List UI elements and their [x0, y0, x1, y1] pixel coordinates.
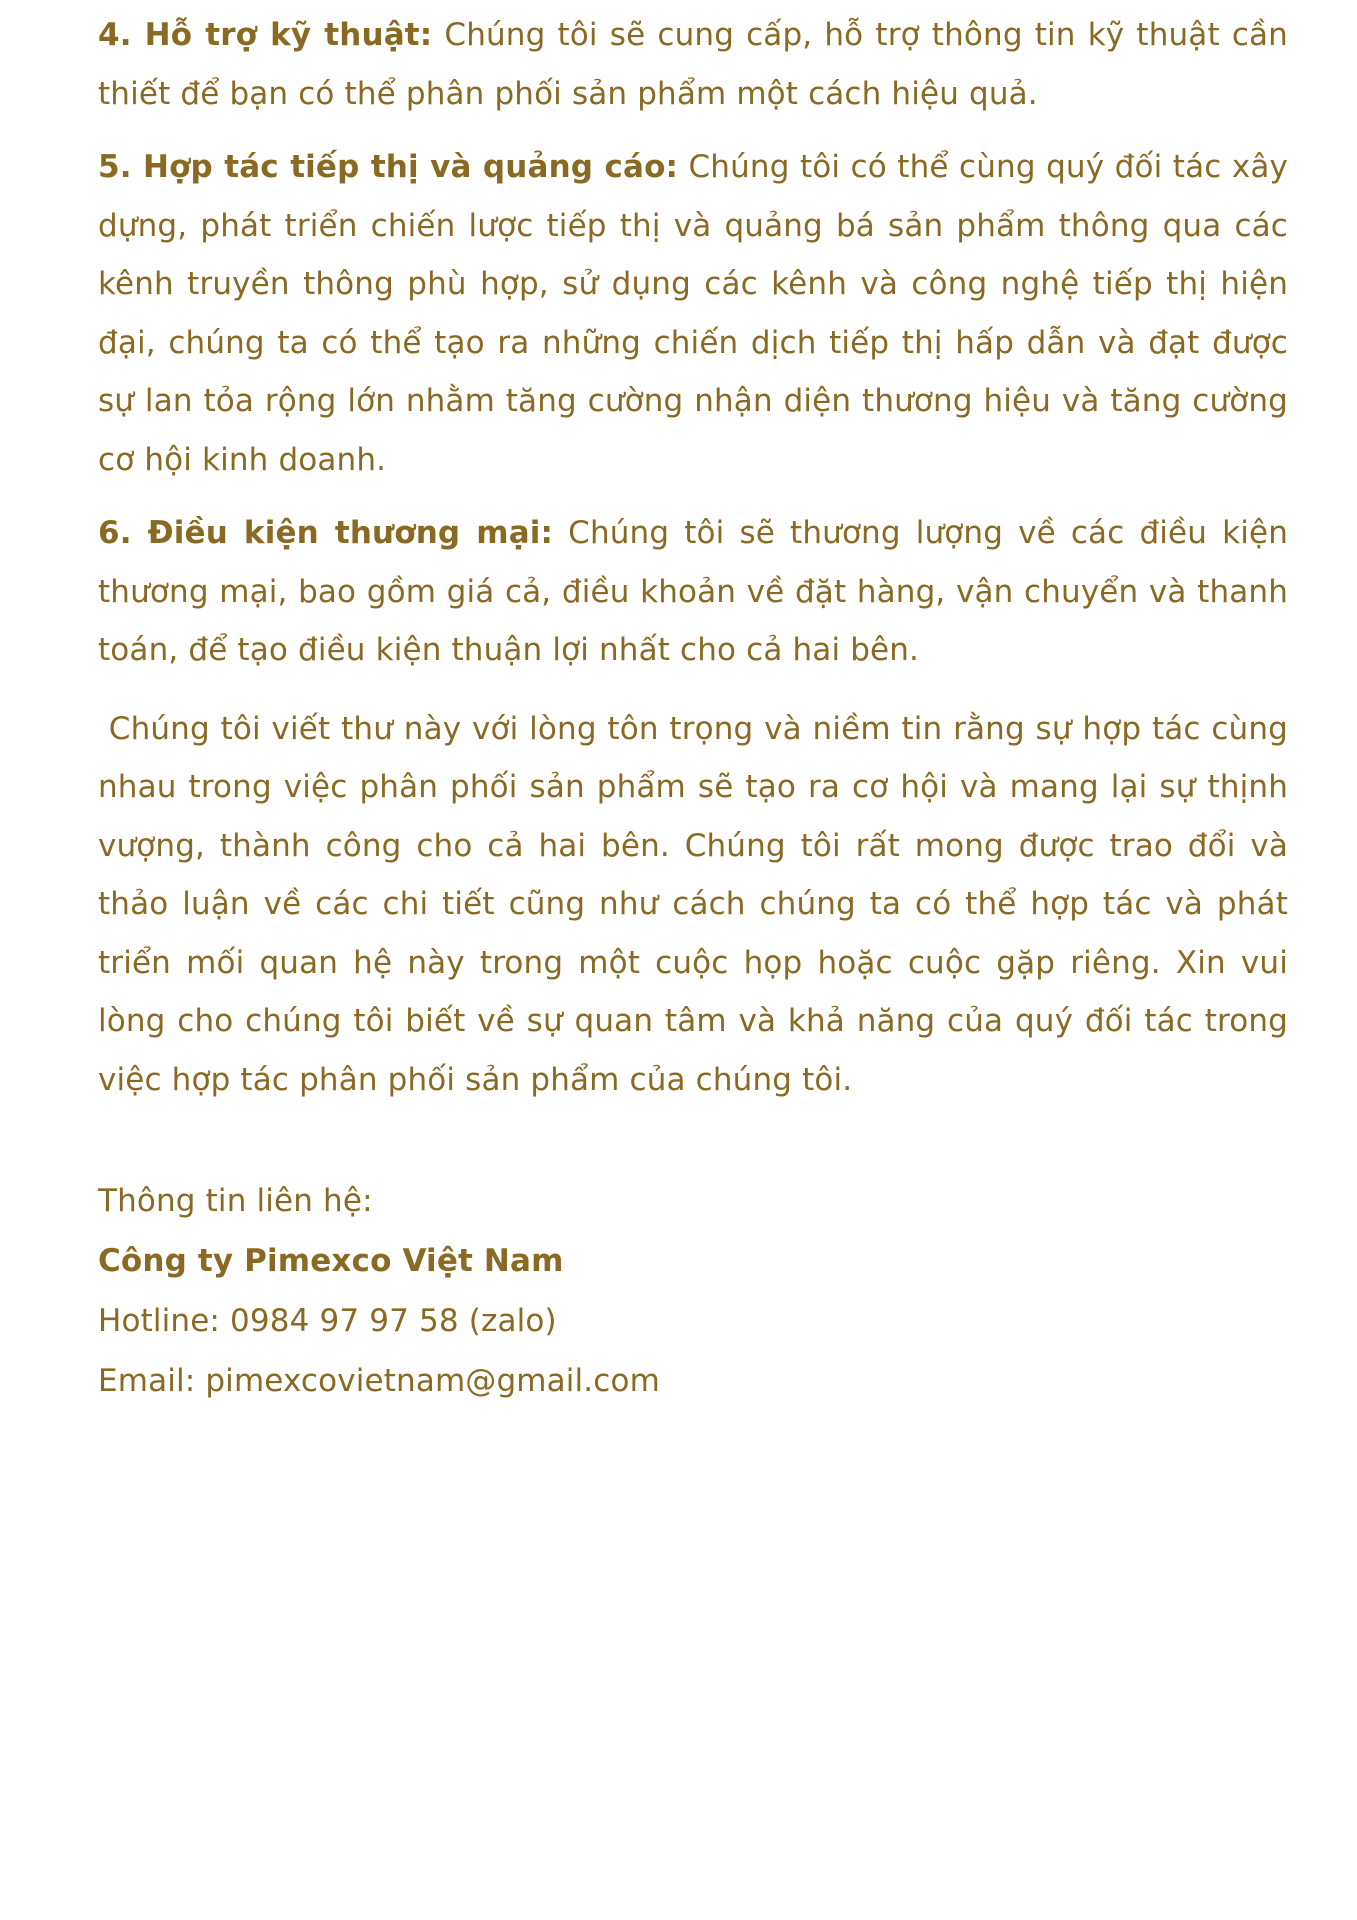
item-text: Chúng tôi sẽ cung cấp, hỗ trợ thông tin kỹ thuật cần thiết để bạn có thể phân phối sản phẩm một cách hiệu quả. — [98, 17, 1288, 112]
item-text: Chúng tôi sẽ thương lượng về các điều kiện thương mại, bao gồm giá cả, điều khoản về đặt hàng, vận chuyển và thanh toán, để tạo điều kiện thuận lợi nhất cho cả hai bên. — [98, 515, 1289, 668]
item-commercial-terms — [98, 504, 1288, 680]
item-marketing-cooperation — [98, 138, 1288, 489]
letter-body — [98, 6, 1299, 1411]
item-heading: 6. Điều kiện thương mại: — [98, 515, 554, 551]
company-name: Công ty Pimexco Việt Nam — [98, 1243, 564, 1279]
contact-block — [98, 1171, 1288, 1411]
email: Email: pimexcovietnam@gmail.com — [98, 1363, 660, 1399]
closing-paragraph: Chúng tôi viết thư này với lòng tôn trọng và niềm tin rằng sự hợp tác cùng nhau trong việc phân phối sản phẩm sẽ tạo ra cơ hội và mang lại sự thịnh vượng, thành công cho cả hai bên. Chúng tôi rất mong được trao đổi và thảo luận về các chi tiết cũng như cách chúng ta có thể hợp tác và phát triển mối quan hệ này trong một cuộc họp hoặc cuộc gặp riêng. Xin vui lòng cho chúng tôi biết về sự quan tâm và khả năng của quý đối tác trong việc hợp tác phân phối sản phẩm của chúng tôi. — [98, 710, 1299, 1098]
contact-label: Thông tin liên hệ: — [98, 1183, 373, 1219]
item-heading: 4. Hỗ trợ kỹ thuật: — [98, 17, 433, 53]
item-heading: 5. Hợp tác tiếp thị và quảng cáo: — [98, 149, 679, 185]
hotline: Hotline: 0984 97 97 58 (zalo) — [98, 1303, 557, 1339]
item-text: Chúng tôi có thể cùng quý đối tác xây dựng, phát triển chiến lược tiếp thị và quảng bá sản phẩm thông qua các kênh truyền thông phù hợp, sử dụng các kênh và công nghệ tiếp thị hiện đại, chúng ta có thể tạo ra những chiến dịch tiếp thị hấp dẫn và đạt được sự lan tỏa rộng lớn nhằm tăng cường nhận diện thương hiệu và tăng cường cơ hội kinh doanh. — [98, 149, 1288, 478]
item-technical-support — [98, 6, 1288, 123]
